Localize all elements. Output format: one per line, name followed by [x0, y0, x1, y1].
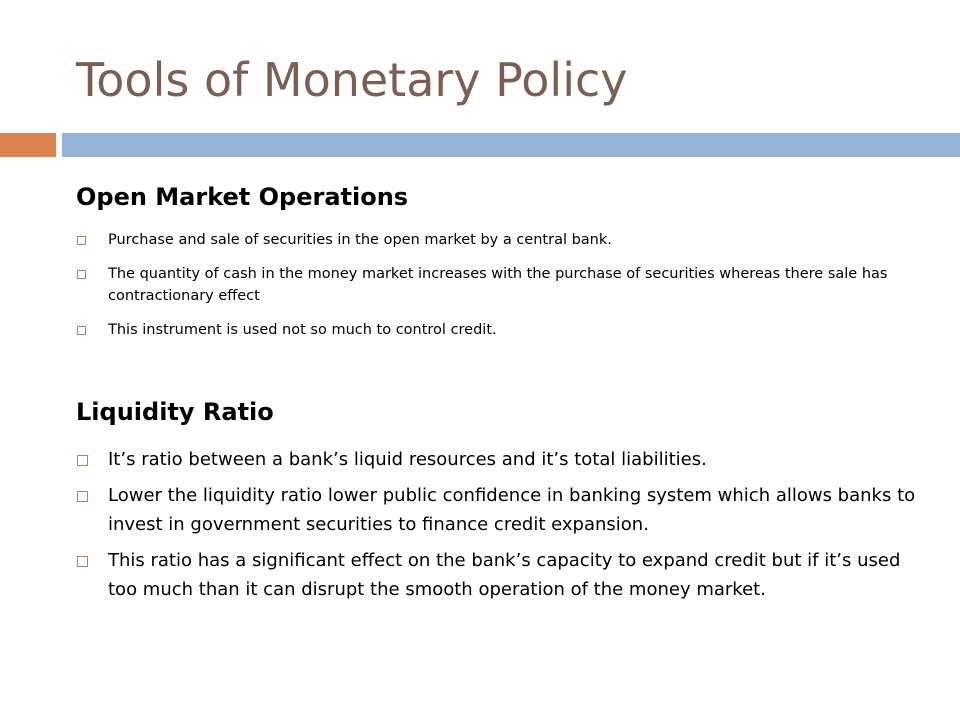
open-market-operations-list: [76, 229, 916, 353]
square-bullet-icon: [77, 270, 86, 279]
square-bullet-icon: [77, 455, 88, 466]
slide-title: Tools of Monetary Policy: [76, 53, 628, 107]
bullet-text: The quantity of cash in the money market increases with the purchase of securities whereas there sale has contractionary effect: [108, 266, 888, 304]
bullet-text: Purchase and sale of securities in the open market by a central bank.: [108, 232, 612, 248]
liquidity-ratio-list: [76, 445, 916, 611]
square-bullet-icon: [77, 491, 88, 502]
list-item: [76, 319, 916, 341]
list-item: [76, 546, 916, 604]
list-item: [76, 445, 916, 474]
title-accent-bar-orange: [0, 133, 56, 157]
list-item: [76, 481, 916, 539]
section-heading-liquidity-ratio: Liquidity Ratio: [76, 398, 274, 426]
section-heading-open-market-operations: Open Market Operations: [76, 183, 409, 211]
square-bullet-icon: [77, 556, 88, 567]
list-item: [76, 263, 916, 307]
bullet-text: This ratio has a significant effect on the bank’s capacity to expand credit but if it’s used too much than it can disrupt the smooth operation of the money market.: [108, 550, 901, 600]
bullet-text: Lower the liquidity ratio lower public confidence in banking system which allows banks to invest in government securities to finance credit expansion.: [108, 485, 916, 535]
square-bullet-icon: [77, 236, 86, 245]
square-bullet-icon: [77, 326, 86, 335]
bullet-text: It’s ratio between a bank’s liquid resources and it’s total liabilities.: [108, 449, 707, 470]
title-accent-bar-blue: [62, 133, 960, 157]
bullet-text: This instrument is used not so much to control credit.: [108, 322, 497, 338]
list-item: [76, 229, 916, 251]
